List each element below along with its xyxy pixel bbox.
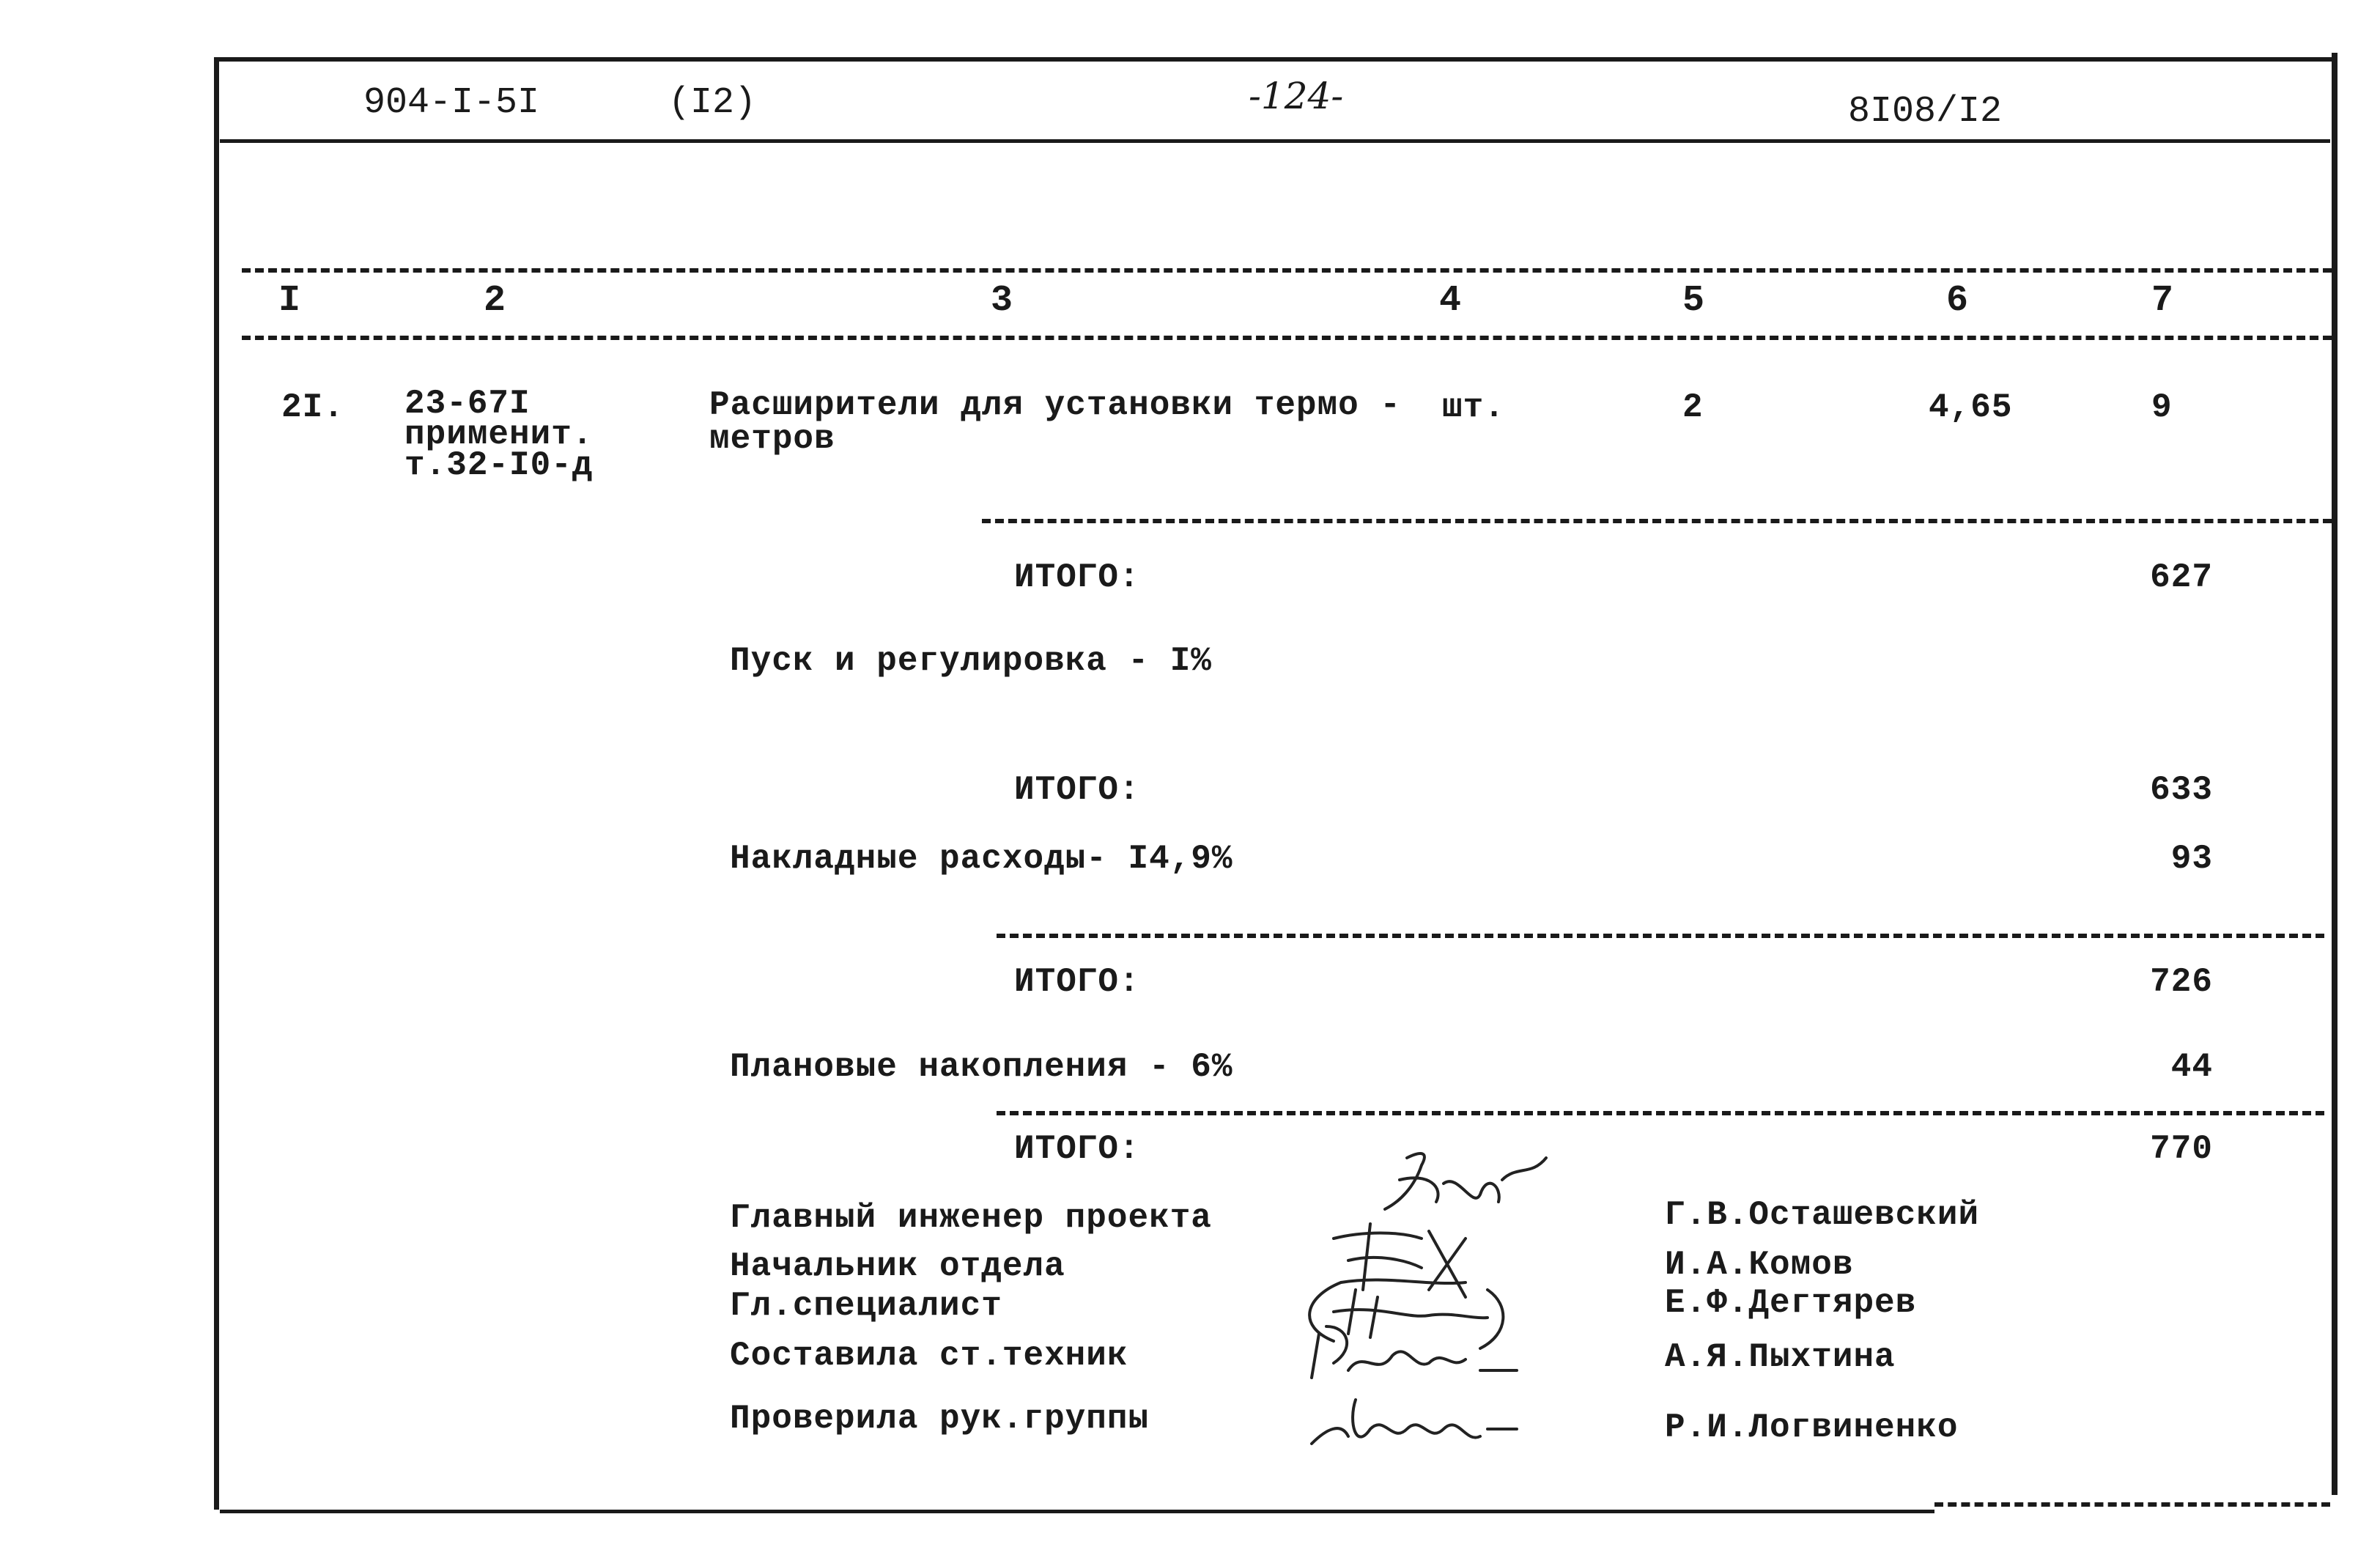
row-name [709, 388, 1401, 456]
page-number: -124- [1249, 75, 1344, 117]
col-7-number: 7 [2151, 280, 2175, 322]
signature-name-chief-specialist: Е.Ф.Дегтярев [1665, 1284, 1917, 1322]
total-3-value: 726 [2150, 963, 2213, 1001]
signature-scribble-compiled-by [1304, 1319, 1524, 1385]
col-3-number: 3 [991, 280, 1014, 322]
total-2-label: ИТОГО: [1014, 771, 1140, 809]
total-2-value: 633 [2150, 771, 2213, 809]
frame-right-border [2332, 53, 2338, 1495]
col-1-number: I [278, 280, 302, 322]
row-number: 2I. [281, 388, 344, 427]
row-name-line-2: метров [709, 420, 835, 458]
col-4-number: 4 [1439, 280, 1463, 322]
signature-name-compiled-by: А.Я.Пыхтина [1665, 1338, 1896, 1376]
overhead-dashline [997, 934, 2324, 938]
row-quantity: 2 [1682, 388, 1704, 427]
row-code-line-3: т.32-I0-д [404, 446, 594, 484]
row-code [404, 385, 594, 484]
row-unit: шт. [1442, 388, 1505, 427]
signature-scribble-chief-engineer [1378, 1143, 1568, 1224]
signature-scribble-checked-by [1304, 1385, 1524, 1458]
signature-role-chief-specialist: Гл.специалист [730, 1287, 1002, 1325]
col-6-number: 6 [1946, 280, 1970, 322]
signature-role-chief-engineer: Главный инженер проекта [730, 1199, 1212, 1237]
header-underline [220, 139, 2330, 143]
total-4-label: ИТОГО: [1014, 1130, 1140, 1168]
row-name-line-1: Расширители для установки термо - [709, 386, 1401, 424]
row-bottom-dashline [982, 519, 2332, 523]
signature-role-department-head: Начальник отдела [730, 1247, 1065, 1285]
total-4-value: 770 [2150, 1130, 2213, 1168]
project-code: 904-I-5I [363, 82, 540, 124]
row-code-line-2: применит. [404, 416, 594, 454]
row-price: 4,65 [1929, 388, 2013, 427]
signature-role-compiled-by: Составила ст.техник [730, 1337, 1128, 1375]
columns-top-dashline [242, 268, 2332, 273]
overhead-label: Накладные расходы- I4,9% [730, 840, 1233, 878]
planned-profit-label: Плановые накопления - 6% [730, 1048, 1233, 1086]
document-number: 8I08/I2 [1848, 91, 2003, 133]
col-2-number: 2 [484, 280, 507, 322]
signature-name-chief-engineer: Г.В.Осташевский [1665, 1196, 1980, 1234]
columns-bottom-dashline [242, 336, 2332, 340]
sheet-code: (I2) [668, 82, 757, 124]
row-total: 9 [2151, 388, 2173, 427]
frame-left-border [214, 60, 219, 1510]
planned-profit-value: 44 [2170, 1048, 2213, 1086]
bottom-frame-dashline [1934, 1502, 2330, 1507]
signature-name-department-head: И.А.Комов [1665, 1246, 1854, 1284]
overhead-value: 93 [2170, 840, 2213, 878]
total-1-value: 627 [2150, 558, 2213, 597]
total-3-label: ИТОГО: [1014, 963, 1140, 1001]
col-5-number: 5 [1682, 280, 1706, 322]
bottom-frame-line [220, 1510, 1934, 1513]
total-1-label: ИТОГО: [1014, 558, 1140, 597]
startup-adjustment-label: Пуск и регулировка - I% [730, 642, 1212, 680]
row-code-line-1: 23-67I [404, 385, 531, 423]
signature-name-checked-by: Р.И.Логвиненко [1665, 1409, 1959, 1447]
frame-top-border [214, 57, 2338, 62]
signature-role-checked-by: Проверила рук.группы [730, 1400, 1150, 1438]
profit-dashline [997, 1111, 2324, 1115]
